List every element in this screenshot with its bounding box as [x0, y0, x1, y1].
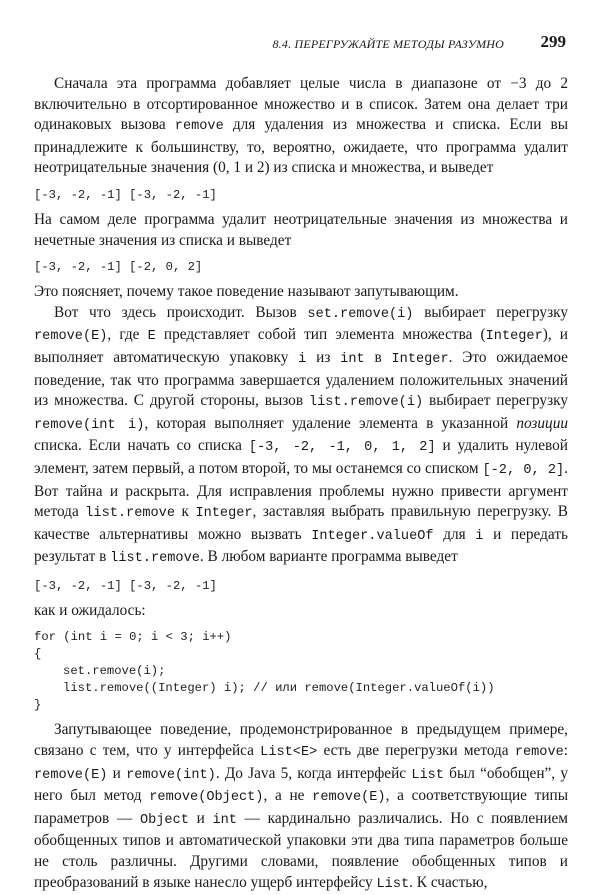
- text-run: к: [174, 503, 196, 521]
- inline-code: set.remove(i): [307, 306, 414, 322]
- text-run: , заставляя выбрать правильную перегрузку. В качестве альтернативы можно вызвать: [34, 503, 568, 543]
- code-line: [-3, -2, -1] [-3, -2, -1]: [34, 187, 217, 202]
- page-body: [34, 74, 568, 895]
- paragraph-as-expected: как и ожидалось:: [34, 601, 146, 619]
- text-run: был “обобщен”, у него был метод: [34, 764, 568, 805]
- code-block-output-fixed: [34, 578, 568, 595]
- inline-code: Object: [139, 812, 189, 828]
- inline-code: int: [340, 351, 365, 367]
- text-run: Вот что здесь происходит. Вызов: [54, 303, 308, 321]
- inline-code: [-2, 0, 2]: [482, 462, 565, 478]
- paragraph-confusion: [34, 720, 568, 895]
- text-run: . В любом варианте программа выведет: [199, 548, 458, 566]
- text-run: Сначала эта программа добавляет целые числа в диапазоне от −3 до 2 включительно в отсортированное множество и в список. Затем она делает три одинаковых вызова: [34, 75, 568, 134]
- inline-code: remove: [514, 745, 564, 761]
- inline-code: List<E>: [260, 745, 318, 761]
- emphasis: позиции: [516, 414, 568, 432]
- paragraph-analysis: [34, 303, 568, 570]
- inline-code: remove(E): [312, 790, 386, 806]
- text-run: для удаления из множества и списка. Если вы принадлежите к большинству, то, вероятно, ожидаете, что программа удалит неотрицательные значения (0, 1 и 2) из списка и множества, и выведет: [34, 116, 569, 177]
- inline-code: list.remove(i): [308, 395, 424, 411]
- inline-code: remove(int i): [34, 417, 145, 433]
- text-run: есть две перегрузки метода: [317, 742, 515, 760]
- text-run: и: [188, 809, 213, 827]
- inline-code: remove(int): [126, 767, 216, 783]
- inline-code: remove(E): [34, 329, 108, 345]
- text-run: ), и выполняет автоматическую упаковку: [34, 326, 568, 366]
- page-number: 299: [540, 32, 566, 51]
- inline-code: i: [475, 528, 484, 544]
- code-line: [-3, -2, -1] [-3, -2, -1]: [34, 578, 217, 593]
- text-run: и передать результат в: [34, 525, 568, 566]
- text-run: и: [107, 764, 127, 782]
- inline-code: Integer: [485, 329, 543, 345]
- inline-code: list.remove: [85, 506, 175, 522]
- code-line: set.remove(i);: [63, 664, 166, 679]
- text-run: — кардинально различались. Но с появлением обобщенных типов и автоматической упаковки эти два типа параметров больше не столь различны. Другими словами, появление обобщенных типов и преобразований в языке нанесло ущерб интерфейсу: [34, 809, 568, 891]
- code-block-output-expected: [34, 187, 568, 204]
- running-title: 8.4. ПЕРЕГРУЖАЙТЕ МЕТОДЫ РАЗУМНО: [272, 37, 504, 51]
- text-run: выбирает перегрузку: [423, 392, 568, 410]
- code-line: for (int i = 0; i < 3; i++): [34, 630, 232, 645]
- code-line: {: [34, 647, 42, 662]
- text-run: . Это ожидаемое поведение, так что программа завершается удалением положительных значений из множества. С другой стороны, вызов: [34, 348, 568, 410]
- inline-code: i: [298, 351, 307, 367]
- code-line: }: [34, 698, 42, 713]
- inline-code: remove(E): [34, 767, 108, 783]
- inline-code: remove(Object): [149, 790, 264, 806]
- inline-code: Integer: [391, 351, 449, 367]
- text-run: , а не: [263, 787, 313, 805]
- text-run: , где: [107, 326, 148, 344]
- text-run: :: [563, 742, 569, 760]
- code-line: [-3, -2, -1] [-2, 0, 2]: [34, 260, 203, 275]
- text-run: для: [433, 525, 476, 543]
- code-line: list.remove((Integer) i); // или remove(Integer.valueOf(i)): [63, 681, 495, 696]
- text-run: представляет собой тип элемента множества (: [155, 326, 486, 344]
- text-run: списка. Если начать со списка: [34, 437, 249, 455]
- text-run: и удалить нулевой элемент, затем первый, а потом второй, то мы останемся со списком: [34, 437, 568, 477]
- code-block-output-actual: [34, 259, 568, 276]
- page-header: [34, 32, 566, 54]
- paragraph-intro: [34, 74, 568, 179]
- text-run: . Вот тайна и раскрыта. Для исправления проблемы нужно привести аргумент метода: [34, 459, 568, 521]
- inline-code: [-3, -2, -1, 0, 1, 2]: [248, 440, 436, 456]
- inline-code: List: [411, 767, 444, 783]
- inline-code: E: [147, 329, 156, 345]
- paragraph-explanation: Это поясняет, почему такое поведение называют запутывающим.: [34, 283, 459, 301]
- inline-code: int: [212, 812, 237, 828]
- code-block-loop: [34, 629, 568, 714]
- text-run: из: [306, 348, 341, 366]
- inline-code: Integer.valueOf: [311, 528, 434, 544]
- text-run: в: [364, 348, 392, 366]
- inline-code: List: [376, 876, 410, 892]
- paragraph-actual: На самом деле программа удалит неотрицательные значения из множества и нечетные значения из списка и выведет: [34, 210, 568, 249]
- inline-code: Integer: [195, 506, 253, 522]
- text-run: выбирает перегрузку: [413, 303, 568, 321]
- text-run: , а соответствующие типы параметров —: [34, 787, 568, 827]
- text-run: Запутывающее поведение, продемонстрированное в предыдущем примере, связано с тем, что у интерфейса: [34, 721, 568, 760]
- inline-code: list.remove: [110, 551, 200, 567]
- inline-code: remove: [174, 119, 224, 135]
- text-run: . До Java 5, когда интерфейс: [215, 764, 412, 782]
- text-run: , которая выполняет удаление элемента в указанной: [144, 414, 517, 432]
- text-run: . К счастью,: [409, 873, 488, 891]
